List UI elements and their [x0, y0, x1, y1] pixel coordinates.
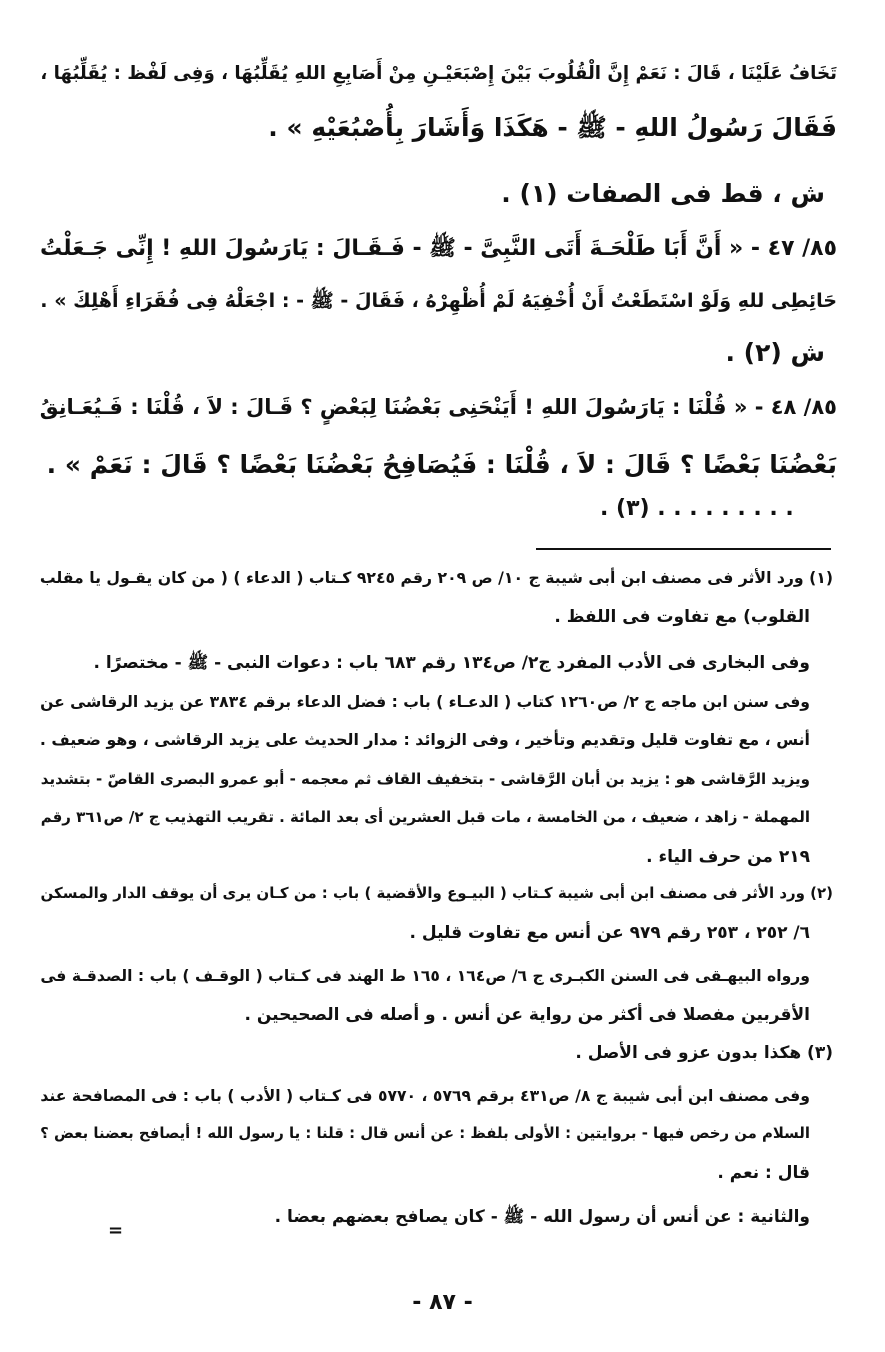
text-line: حَائِطِى للهِ وَلَوْ اسْتَطَعْتُ أَنْ أُخْفِيَهُ لَمْ أُظْهِرْهُ ، فَقَالَ - ﷺ - : اجْعَلْهُ فِى فُقَرَاءِ أَهْلِكَ » . — [40, 289, 837, 312]
footnote-line: السلام من رخص فيها - بروايتين : الأولى بلفظ : عن أنس قال : قلنا : يا رسول الله ! أيصافح بعضنا بعض ؟ — [40, 1124, 810, 1142]
text-line: ش (٢) . — [725, 338, 825, 367]
footnote-1: (١) ورد الأثر فى مصنف ابن أبى شيبة ج ١٠/ ص ٢٠٩ رقم ٩٢٤٥ كـتاب ( الدعاء ) ( من كان يقـول يا مقلب — [39, 568, 833, 587]
footnote-line: ٢١٩ من حرف الياء . — [646, 847, 810, 867]
footnote-line: الأقربين مفصلا فى أكثر من رواية عن أنس . و أصله فى الصحيحين . — [244, 1005, 810, 1025]
footnote-line: أنس ، مع تفاوت قليل وتقديم وتأخير ، وفى الزوائد : مدار الحديث على يزيد الرقاشى ، وهو ضعيف . — [39, 730, 810, 749]
page-number: - ٨٧ - — [412, 1290, 473, 1315]
footnote-line: ورواه البيهـقى فى السنن الكبـرى ج ٦/ ص١٦٤ ، ١٦٥ ط الهند فى كـتاب ( الوقـف ) باب : الصدقـة فى — [40, 967, 810, 985]
footnote-line: وفى مصنف ابن أبى شيبة ج ٨/ ص٤٣١ برقم ٥٧٦٩ ، ٥٧٧٠ فى كـتاب ( الأدب ) باب : فى المصافحة عند — [40, 1086, 810, 1105]
hadith-47: ٨٥/ ٤٧ - « أَنَّ أَبَا طَلْحَـةَ أَتَى النَّبِىَّ - ﷺ - فَـقَـالَ : يَارَسُولَ اللهِ ! إِنِّى جَـعَلْتُ — [40, 236, 837, 261]
text-line: ش ، قط فى الصفات (١) . — [501, 179, 825, 208]
continuation-mark: = — [108, 1220, 124, 1241]
footnote-2: (٢) ورد الأثر فى مصنف ابن أبى شيبة كـتاب ( البيـوع والأقضية ) باب : من كـان يرى أن يوقف الدار والمسكن — [40, 884, 833, 902]
hadith-48: ٨٥/ ٤٨ - « قُلْنَا : يَارَسُولَ اللهِ ! أَيَنْحَنِى بَعْضُنَا لِبَعْضٍ ؟ قَـالَ : لاَ ، قُلْنَا : فَـيُعَـانِقُ — [39, 395, 837, 419]
footnote-divider — [536, 548, 831, 550]
footnote-3: (٣) هكذا بدون عزو فى الأصل . — [575, 1043, 833, 1063]
footnote-line: المهملة - زاهد ، ضعيف ، من الخامسة ، مات قبل العشرين أى بعد المائة . تقريب التهذيب ج ٢/ ص٣٦١ رقم — [40, 808, 810, 826]
footnote-line: ويزيد الرَّقاشى هو : يزيد بن أبان الرَّقاشى - بتخفيف القاف ثم معجمه - أبو عمرو البصرى القاصّ - بتشديد — [40, 770, 810, 788]
ellipsis-marker: . . . . . . . . . (٣) . — [600, 496, 794, 521]
text-line: فَقَالَ رَسُولُ اللهِ - ﷺ - هَكَذَا وَأَشَارَ بِأُصْبُعَيْهِ » . — [268, 113, 837, 142]
footnote-line: قال : نعم . — [717, 1163, 810, 1183]
footnote-line: وفى البخارى فى الأدب المفرد ج٢/ ص١٣٤ رقم ٦٨٣ باب : دعوات النبى - ﷺ - مختصرًا . — [93, 653, 810, 673]
text-line: تَخَافُ عَلَيْنَا ، قَالَ : نَعَمْ إِنَّ الْقُلُوبَ بَيْنَ إِصْبَعَيْـنِ مِنْ أَصَابِعِ اللهِ يُقَلِّبُهَا ، وَفِى لَفْظ : يُقَلِّبُهَا ، — [40, 63, 837, 84]
footnote-line: وفى سنن ابن ماجه ج ٢/ ص١٢٦٠ كتاب ( الدعـاء ) باب : فضل الدعاء برقم ٣٨٣٤ عن يزيد الرقاشى عن — [40, 693, 810, 711]
footnote-line: ٦/ ٢٥٢ ، ٢٥٣ رقم ٩٧٩ عن أنس مع تفاوت قليل . — [409, 923, 810, 943]
text-line: بَعْضُنَا بَعْضًا ؟ قَالَ : لاَ ، قُلْنَا : فَيُصَافِحُ بَعْضُنَا بَعْضًا ؟ قَالَ : نَعَمْ » . — [46, 450, 837, 479]
footnote-line: والثانية : عن أنس أن رسول الله - ﷺ - كان يصافح بعضهم بعضا . — [274, 1207, 810, 1227]
footnote-line: القلوب) مع تفاوت فى اللفظ . — [554, 607, 810, 627]
